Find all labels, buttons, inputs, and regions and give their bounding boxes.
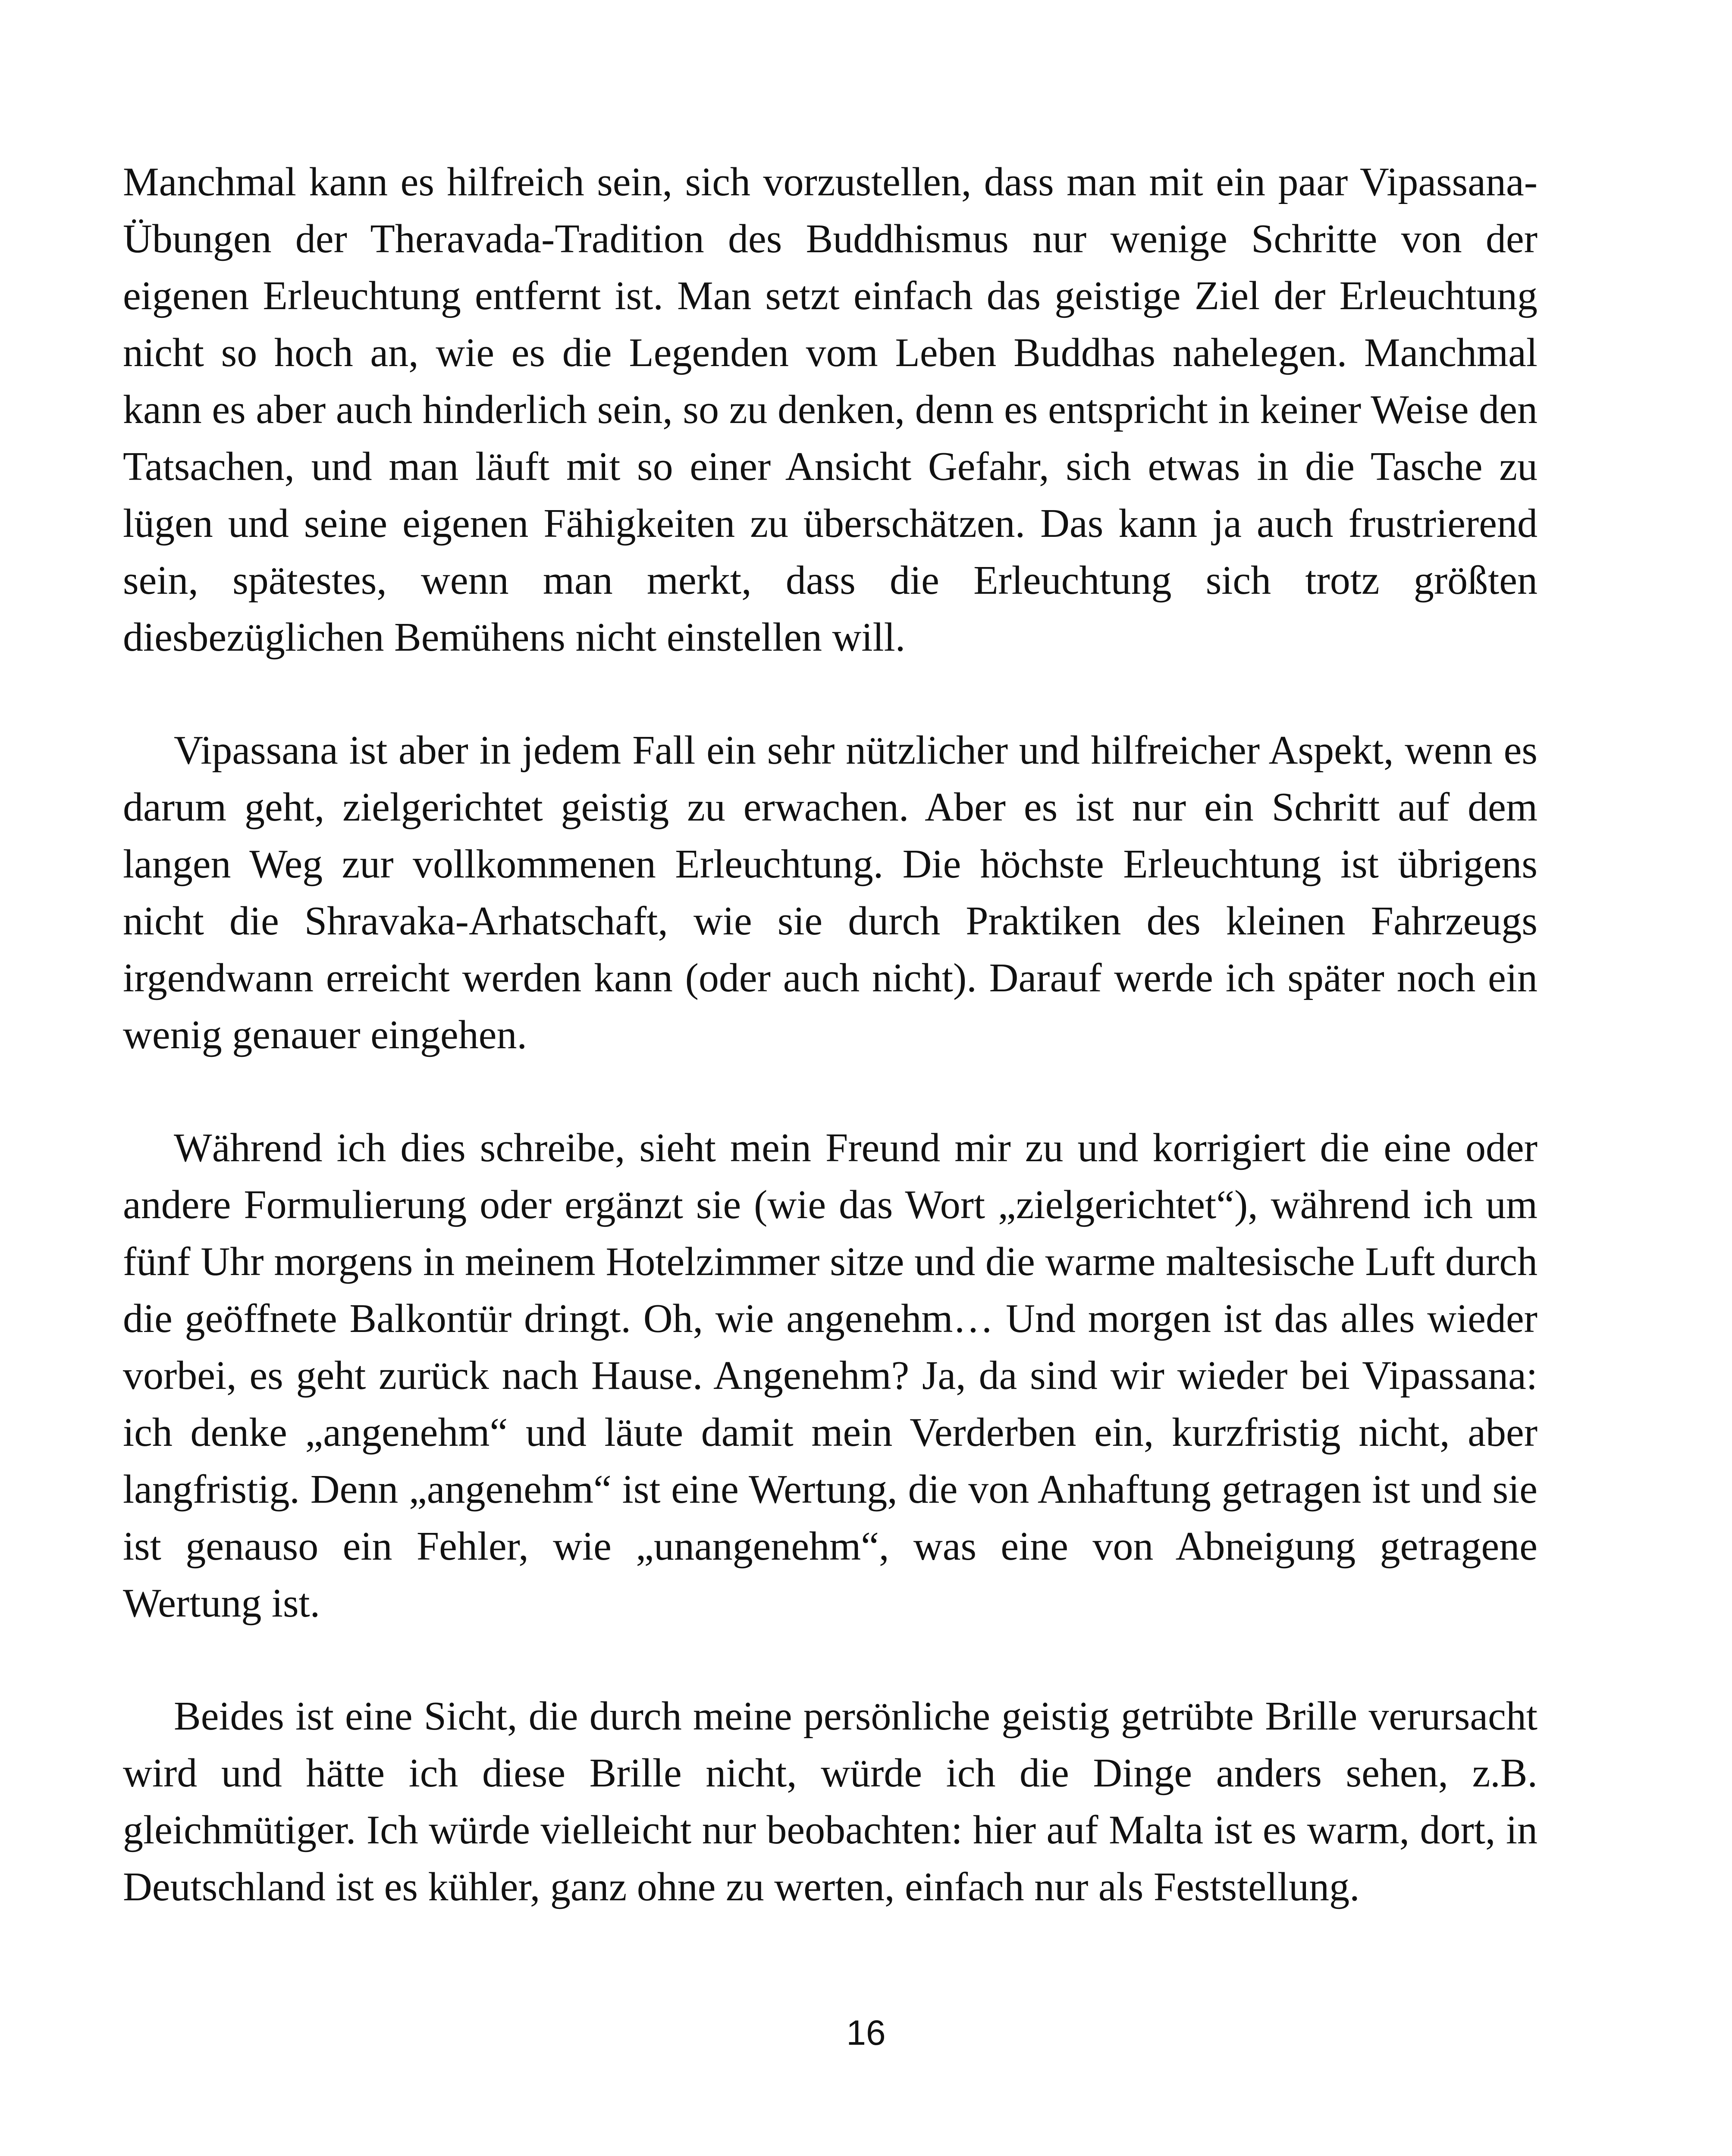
body-text xyxy=(123,154,1537,1915)
paragraph-3: Während ich dies schreibe, sieht mein Freund mir zu und korrigiert die eine oder andere Formulierung oder ergänzt sie (wie das Wort „zielgerichtet“), während ich um fünf Uhr morgens in meinem Hotelzimmer sitze und die warme maltesische Luft durch die geöffnete Balkontür dringt. Oh, wie angenehm… Und morgen ist das alles wieder vorbei, es geht zurück nach Hause. Angenehm? Ja, da sind wir wieder bei Vipassana: ich denke „angenehm“ und läute damit mein Verderben ein, kurzfristig nicht, aber langfristig. Denn „angenehm“ ist eine Wertung, die von Anhaftung getragen ist und sie ist genauso ein Fehler, wie „unangenehm“, was eine von Abneigung getragene Wertung ist. xyxy=(123,1125,1537,1626)
paragraph-1: Manchmal kann es hilfreich sein, sich vorzustellen, dass man mit ein paar Vipassana-Übungen der Theravada-Tradition des Buddhismus nur wenige Schritte von der eigenen Erleuchtung entfernt ist. Man setzt einfach das geistige Ziel der Erleuchtung nicht so hoch an, wie es die Legenden vom Leben Buddhas nahelegen. Manchmal kann es aber auch hinderlich sein, so zu denken, denn es entspricht in keiner Weise den Tatsachen, und man läuft mit so einer Ansicht Gefahr, sich etwas in die Tasche zu lügen und seine eigenen Fähigkeiten zu überschätzen. Das kann ja auch frustrierend sein, spätestes, wenn man merkt, dass die Erleuchtung sich trotz größten diesbezüglichen Bemühens nicht einstellen will. xyxy=(123,160,1537,660)
page-number: 16 xyxy=(846,2013,886,2053)
paragraph-4: Beides ist eine Sicht, die durch meine persönliche geistig getrübte Brille verursacht wird und hätte ich diese Brille nicht, würde ich die Dinge anders sehen, z.B. gleichmütiger. Ich würde vielleicht nur beobachten: hier auf Malta ist es warm, dort, in Deutschland ist es kühler, ganz ohne zu werten, einfach nur als Feststellung. xyxy=(123,1694,1537,1909)
paragraph-2: Vipassana ist aber in jedem Fall ein sehr nützlicher und hilfreicher Aspekt, wenn es darum geht, zielgerichtet geistig zu erwachen. Aber es ist nur ein Schritt auf dem langen Weg zur vollkommenen Erleuchtung. Die höchste Erleuchtung ist übrigens nicht die Shravaka-Arhatschaft, wie sie durch Praktiken des kleinen Fahrzeugs irgendwann erreicht werden kann (oder auch nicht). Darauf werde ich später noch ein wenig genauer eingehen. xyxy=(123,728,1537,1057)
